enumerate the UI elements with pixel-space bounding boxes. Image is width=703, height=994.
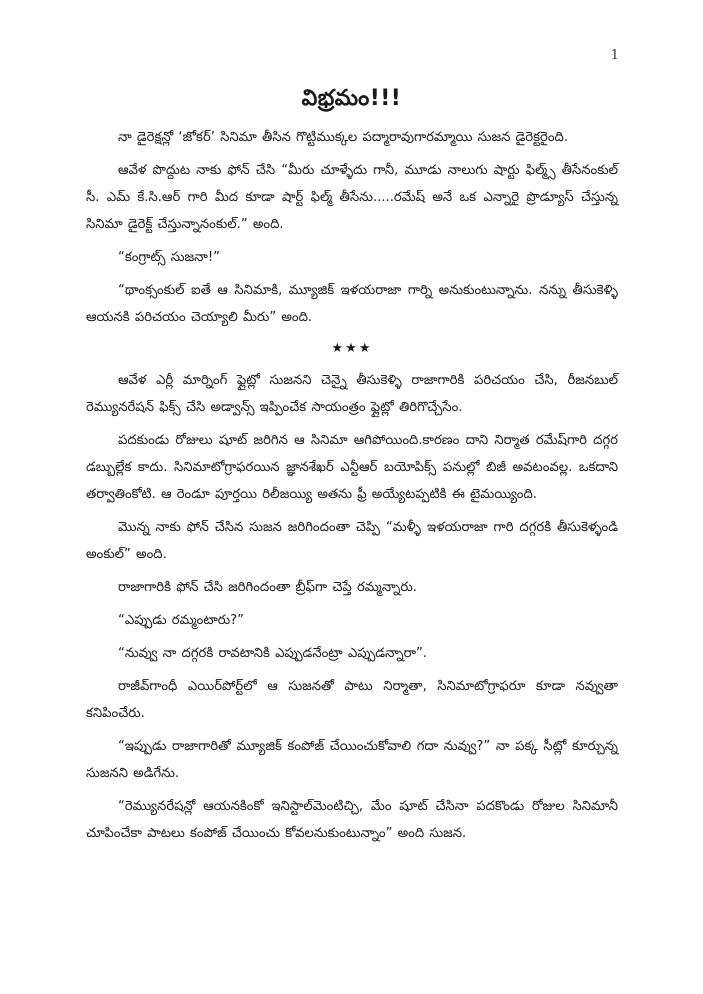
paragraph: పదకుండు రోజులు షూట్ జరిగిన ఆ సినిమా ఆగిపోయింది.కారణం దాని నిర్మాత రమేష్‌గారి దగ్గర డబ్బుల్లేక కాదు. సినిమాటోగ్రాఫరయిన జ్ఞానశేఖర్ ఎన్టీఆర్ బయోపిక్స్ పనుల్లో బిజీ అవటంవల్ల. ఒకదాని తర్వాతింకోటి. ఆ రెండూ పూర్తయి రిలీజయ్యి అతను ఫ్రీ అయ్యేటప్పటికి ఈ టైమయ్యింది.	[86, 433, 618, 502]
paragraph: “రెమ్యునరేషన్లో ఆయనకింకో ఇనిస్టాల్‌మెంటిచ్చి, మేం షూట్ చేసినా పదకొండు రోజుల సినిమానీ చూపించేకా పాటలు కంపోజ్ చేయించు కోవలనుకుంటున్నాం” అంది సుజన.	[86, 799, 618, 841]
story-body	[86, 124, 618, 853]
paragraph: “ఎప్పుడు రమ్మంటారు?”	[118, 613, 244, 628]
paragraph: మొన్న నాకు ఫోన్ చేసిన సుజన జరిగిందంతా చెప్పి “మళ్ళీ ఇళయరాజా గారి దగ్గరకి తీసుకెళ్ళండి అంకుల్” అంది.	[86, 520, 618, 562]
paragraph: “థాంక్సంకుల్ ఐతే ఆ సినిమాకి, మ్యూజిక్ ఇళయరాజా గార్ని అనుకుంటున్నాను. నన్ను తీసుకెళ్ళి ఆయనకి పరిచయం చెయ్యాలి మీరు” అంది.	[86, 283, 618, 325]
paragraph: “నువ్వు నా దగ్గరకి రావటానికి ఎప్పుడనేంట్రా ఎప్పుడన్నారా”.	[118, 646, 427, 661]
paragraph: “కంగ్రాట్స్ సుజనా!”	[118, 250, 220, 265]
paragraph: రాజీవ్‌గాంధీ ఎయిర్‌పోర్ట్‌లో ఆ సుజనతో పాటు నిర్మాతా, సినిమాటోగ్రాఫరూ కూడా నవ్వుతా కనిపించేరు.	[86, 679, 618, 721]
paragraph: ఆవేళ పొద్దుట నాకు ఫోన్ చేసి “మీరు చూళ్ళేదు గానీ, మూడు నాలుగు షార్టు ఫిల్మ్స్ తీసేనంకుల్ సీ. ఎమ్ కే.సి.ఆర్ గారి మీద కూడా షార్ట్ ఫిల్మ్ తీసేను.....రమేష్ అనే ఒక ఎన్నారై ప్రొడ్యూస్ చేస్తున్న సినిమా డైరెక్ట్ చేస్తున్నానంకుల్.” అంది.	[86, 163, 618, 232]
section-separator: ★★★	[331, 341, 373, 356]
story-title: విభ్రమం!!!	[301, 86, 402, 111]
paragraph: “ఇప్పుడు రాజాగారితో మ్యూజిక్ కంపోజ్ చేయించుకోవాలి గదా నువ్వు?” నా పక్క సీట్లో కూర్చున్న సుజనని అడిగేను.	[86, 739, 618, 781]
paragraph: రాజాగారికి ఫోన్ చేసి జరిగిందంతా బ్రీఫ్‌గా చెప్తే రమ్మన్నారు.	[118, 580, 417, 595]
page-number: 1	[610, 48, 619, 63]
paragraph: ఆవేళ ఎర్లీ మార్నింగ్ ఫ్లైట్లో సుజనని చెన్నై తీసుకెళ్ళి రాజాగారికి పరిచయం చేసి, రీజనబుల్ రెమ్యునరేషన్ ఫిక్స్ చేసి అడ్వాన్స్ ఇప్పించేక సాయంత్రం ఫ్లైట్లో తిరిగొచ్చేసేం.	[86, 373, 618, 415]
paragraph: నా డైరెక్షన్లో ‘జోకర్’ సినిమా తీసిన గొట్టిముక్కల పద్మారావుగారమ్మాయి సుజన డైరెక్టరైంది.	[118, 130, 569, 145]
